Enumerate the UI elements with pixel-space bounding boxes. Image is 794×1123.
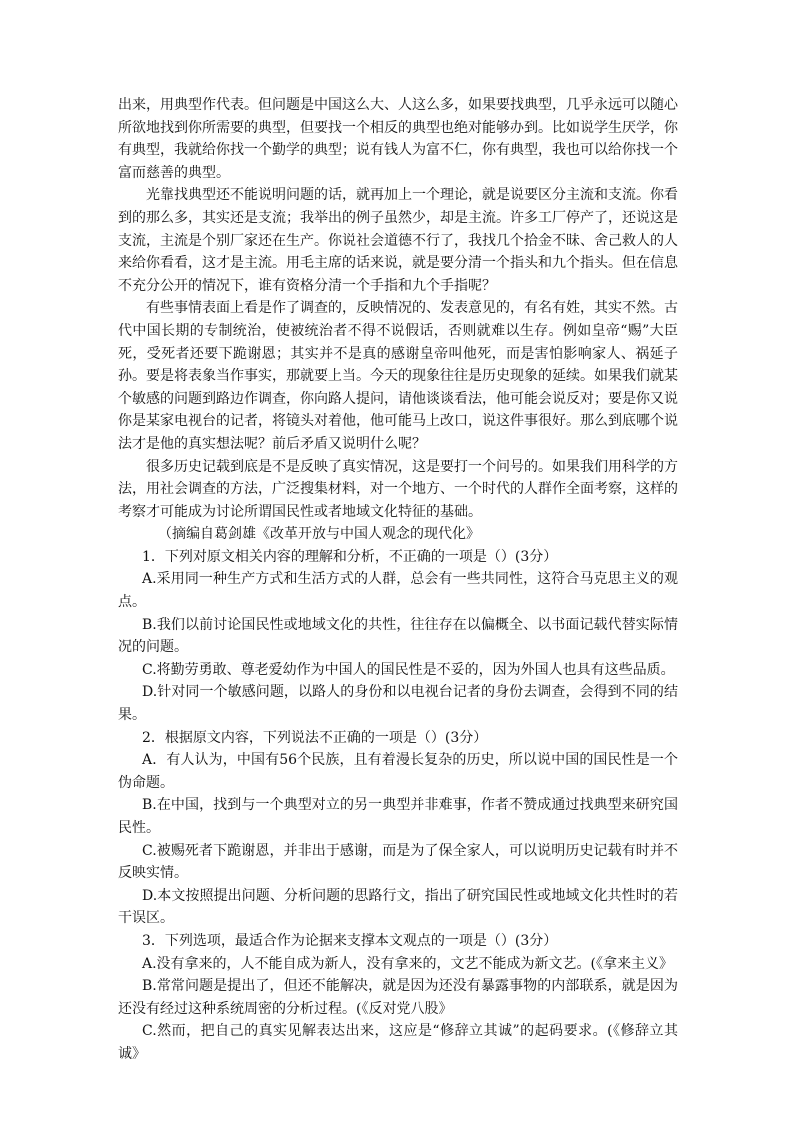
paragraph: 有些事情表面上看是作了调查的，反映情况的、发表意见的，有名有姓，其实不然。古代中国长期的专制统治，使被统治者不得不说假话，否则就难以生存。例如皇帝“赐”大臣死，受死者还要下跪谢恩；其实并不是真的感谢皇帝叫他死，而是害怕影响家人、祸延子孙。要是将表象当作事实，那就要上当。今天的现象往往是历史现象的延续。如果我们就某个敏感的问题到路边作调查，你向路人提问，请他谈谈看法，他可能会说反对；要是你又说你是某家电视台的记者，将镜头对着他，他可能马上改口，说这件事很好。那么到底哪个说法才是他的真实想法呢？前后矛盾又说明什么呢？	[118, 300, 678, 452]
question-stem: 1．下列对原文相关内容的理解和分析，不正确的一项是（）(3分）	[142, 548, 558, 565]
option-c: C.将勤劳勇敢、尊老爱幼作为中国人的国民性是不妥的，因为外国人也具有这些品质。	[142, 661, 675, 678]
paragraph: 很多历史记载到底是不是反映了真实情况，这是要打一个问号的。如果我们用科学的方法，用社会调查的方法，广泛搜集材料，对一个地方、一个时代的人群作全面考察，这样的考察才可能成为讨论所谓国民性或者地域文化特征的基础。	[118, 458, 678, 520]
source-citation: （摘编自葛剑雄《改革开放与中国人观念的现代化》	[158, 526, 480, 543]
option-c: C.被赐死者下跪谢恩，并非出于感谢，而是为了保全家人，可以说明历史记载有时并不反映实情。	[118, 842, 678, 882]
document-page	[118, 94, 678, 1066]
paragraph: 光靠找典型还不能说明问题的话，就再加上一个理论，就是说要区分主流和支流。你看到的那么多，其实还是支流；我举出的例子虽然少，却是主流。许多工厂停产了，还说这是支流，主流是个别厂家还在生产。你说社会道德不行了，我找几个拾金不昧、舍己救人的人来给你看看，这才是主流。用毛主席的话来说，就是要分清一个指头和九个指头。但在信息不充分公开的情况下，谁有资格分清一个手指和九个手指呢？	[118, 187, 678, 294]
option-b: B.常常问题是提出了，但还不能解决，就是因为还没有暴露事物的内部联系，就是因为还没有经过这种系统周密的分析过程。(《反对党八股》	[118, 978, 678, 1017]
question-stem: 3．下列选项，最适合作为论据来支撑本文观点的一项是（）(3分）	[142, 932, 558, 949]
option-b: B.我们以前讨论国民性或地域文化的共性，往往存在以偏概全、以书面记载代替实际情况的问题。	[118, 616, 678, 656]
option-c: C.然而，把自己的真实见解表达出来，这应是“修辞立其诚”的起码要求。(《修辞立其诚》	[118, 1023, 678, 1062]
option-b: B.在中国，找到与一个典型对立的另一典型并非难事，作者不赞成通过找典型来研究国民性。	[118, 797, 678, 836]
option-a: A．有人认为，中国有56个民族，且有着漫长复杂的历史，所以说中国的国民性是一个伪命题。	[118, 752, 678, 791]
question-1	[118, 546, 678, 727]
option-a: A.采用同一种生产方式和生活方式的人群，总会有一些共同性，这符合马克思主义的观点。	[118, 571, 678, 611]
question-stem: 2．根据原文内容，下列说法不正确的一项是（）(3分）	[142, 729, 488, 746]
paragraph: 出来，用典型作代表。但问题是中国这么大、人这么多，如果要找典型，几乎永远可以随心所欲地找到你所需要的典型，但要找一个相反的典型也绝对能够办到。比如说学生厌学，你有典型，我就给你找一个勤学的典型；说有钱人为富不仁，你有典型，我也可以给你找一个富而慈善的典型。	[118, 97, 678, 181]
option-d: D.本文按照提出问题、分析问题的思路行文，指出了研究国民性或地域文化共性时的若干误区。	[118, 887, 678, 927]
option-d: D.针对同一个敏感问题，以路人的身份和以电视台记者的身份去调查，会得到不同的结果。	[118, 684, 678, 724]
question-3	[118, 930, 678, 1066]
question-2	[118, 727, 678, 930]
option-a: A.没有拿来的，人不能自成为新人，没有拿来的，文艺不能成为新文艺。(《拿来主义》	[142, 955, 674, 972]
